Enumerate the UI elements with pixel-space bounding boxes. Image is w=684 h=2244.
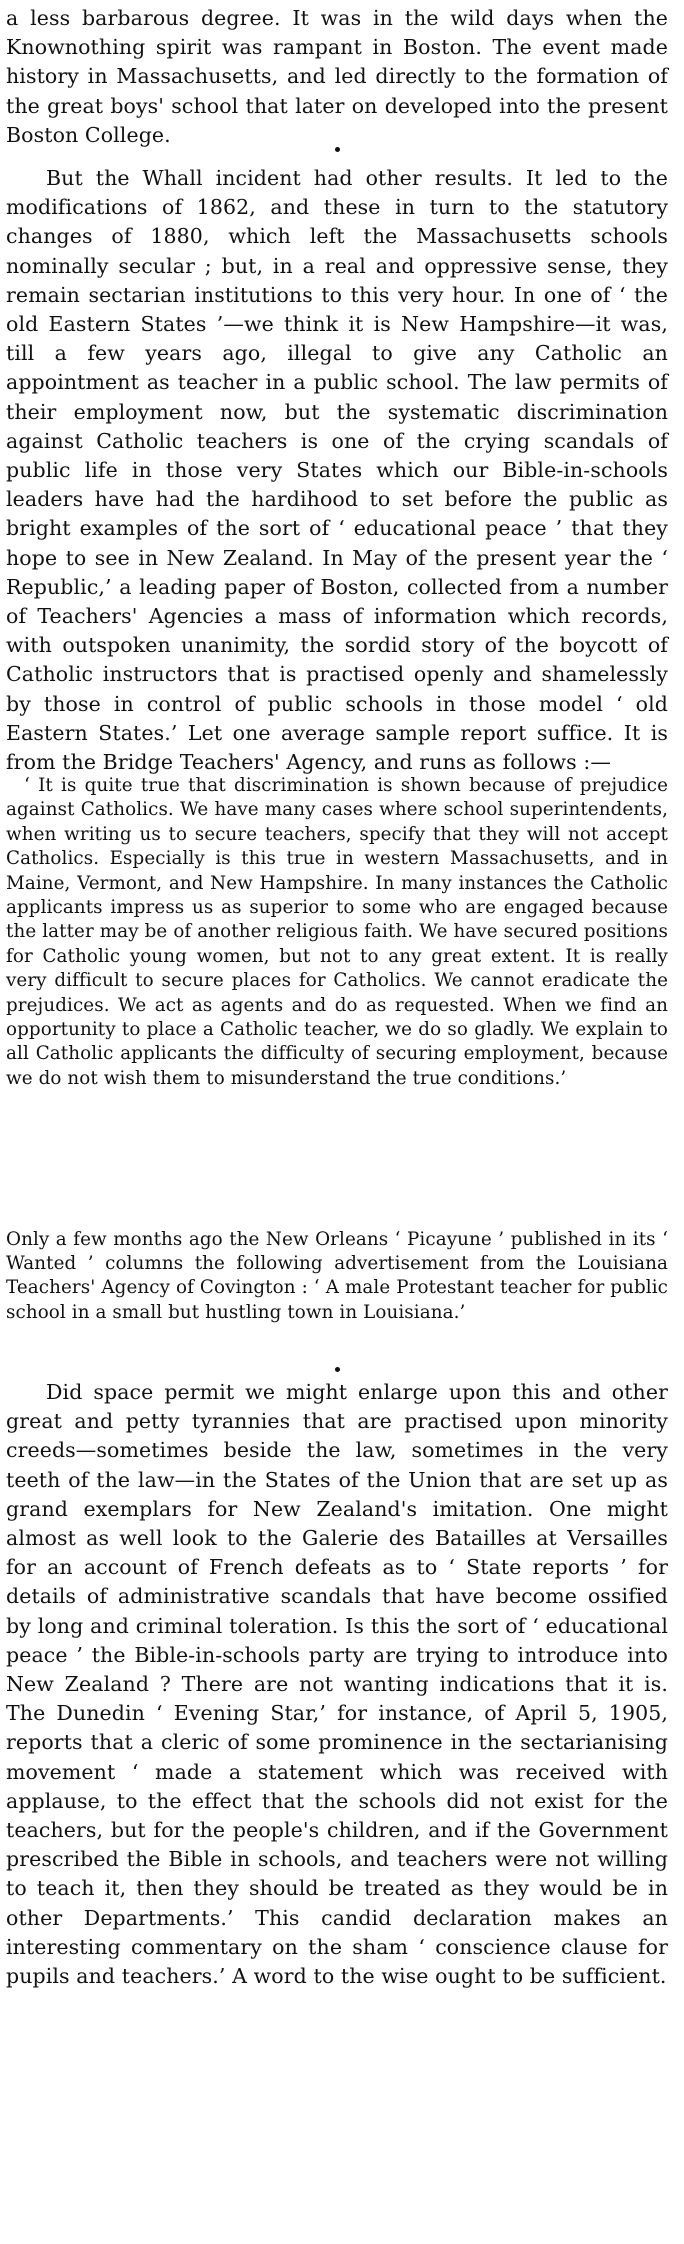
paragraph-picayune-advertisement: Only a few months ago the New Orleans ‘ Picayune ’ published in its ‘ Wanted ’ columns the following advertisement from the Louisiana Teachers' Agency of Covington : ‘ A male Protestant teacher for public school in a small but hustling town in Louisiana.’ — [6, 1229, 668, 1323]
paragraph-whall-incident: But the Whall incident had other results. It led to the modifications of 1862, and these in turn to the statutory changes of 1880, which left the Massachusetts schools nominally secular ; but, in a real and oppressive sense, they remain sectarian institutions to this very hour. In one of ‘ the old Eastern States ’—we think it is New Hampshire—it was, till a few years ago, illegal to give any Catholic an appointment as teacher in a public school. The law permits of their employment now, but the systematic discrimination against Catholic teachers is one of the crying scandals of public life in those very States which our Bible-in-schools leaders have had the hardihood to set before the public as bright examples of the sort of ‘ educational peace ’ that they hope to see in New Zealand. In May of the present year the ‘ Republic,’ a leading paper of Boston, collected from a number of Teachers' Agencies a mass of information which records, with outspoken unanimity, the sordid story of the boycott of Catholic instructors that is practised openly and shamelessly by those in control of public schools in those model ‘ old Eastern States.’ Let one average sample report suffice. It is from the Bridge Teachers' Agency, and runs as follows :— — [6, 166, 668, 775]
paragraph-boston-college: a less barbarous degree. It was in the wild days when the Knownothing spirit was rampant in Boston. The event made history in Massachusetts, and led directly to the formation of the great boys' school that later on developed into the present Boston College. — [6, 6, 668, 147]
paragraph-educational-peace: Did space permit we might enlarge upon this and other great and petty tyrannies that are practised upon minority creeds—sometimes beside the law, sometimes in the very teeth of the law—in the States of the Union that are set up as grand exemplars for New Zealand's imitation. One might almost as well look to the Galerie des Batailles at Versailles for an account of French defeats as to ‘ State reports ’ for details of administrative scandals that have become ossified by long and criminal toleration. Is this the sort of ‘ educational peace ’ the Bible-in-schools party are trying to introduce into New Zealand ? There are not wanting indications that it is. The Dunedin ‘ Evening Star,’ for instance, of April 5, 1905, reports that a cleric of some prominence in the sectarianising movement ‘ made a statement which was received with applause, to the effect that the schools did not exist for the teachers, but for the people's children, and if the Government prescribed the Bible in schools, and teachers were not willing to teach it, then they should be treated as they would be in other Departments.’ This candid declaration makes an interesting commentary on the sham ‘ conscience clause for pupils and teachers.’ A word to the wise ought to be sufficient. — [6, 1380, 668, 1989]
separator-dot — [335, 1367, 340, 1372]
quote-bridge-teachers-agency: ‘ It is quite true that discrimination is shown because of prejudice against Catholics. We have many cases where school superintendents, when writing us to secure teachers, specify that they will not accept Catholics. Especially is this true in western Massachusetts, and in Maine, Vermont, and New Hampshire. In many instances the Catholic applicants impress us as superior to some who are engaged because the latter may be of another religious faith. We have secured positions for Catholic young women, but not to any great extent. It is really very difficult to secure places for Catholics. We cannot eradicate the prejudices. We act as agents and do as requested. When we find an opportunity to place a Catholic teacher, we do so gladly. We explain to all Catholic applicants the difficulty of securing employment, because we do not wish them to misunderstand the true conditions.’ — [6, 775, 668, 1089]
section-separator — [6, 1362, 668, 1376]
separator-dot — [335, 147, 340, 152]
